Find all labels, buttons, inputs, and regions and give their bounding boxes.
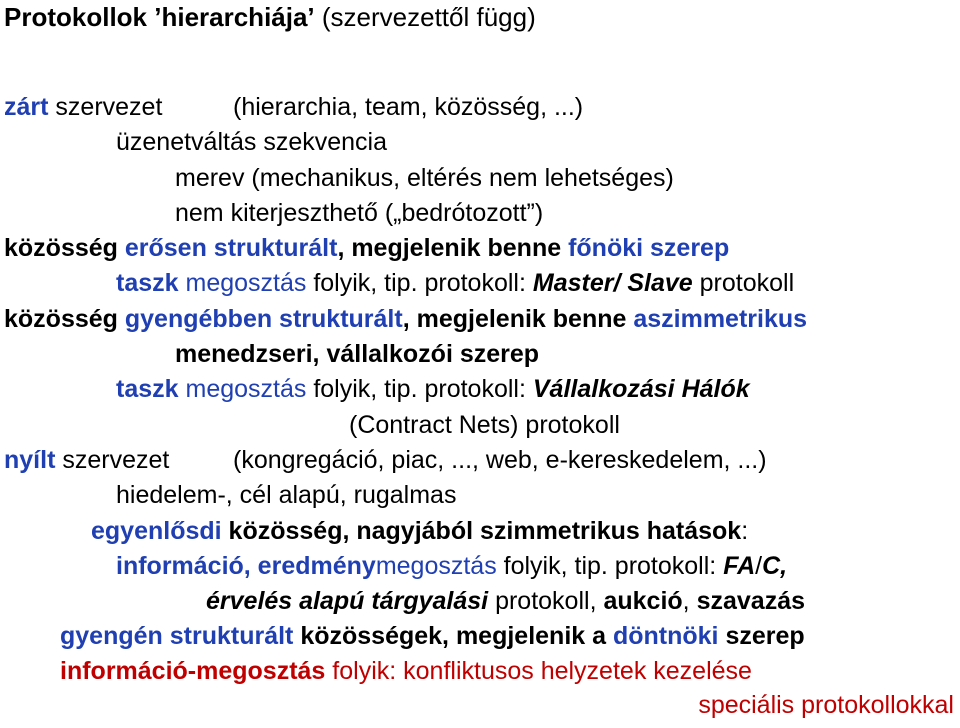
title-main: Protokollok ’hierarchiája’ — [4, 2, 315, 32]
fa-c-line — [116, 551, 787, 581]
communities-text: közösségek, megjelenik a — [293, 622, 613, 650]
protocol-word: protokoll — [692, 269, 795, 297]
closed-org-label: szervezet — [48, 93, 163, 121]
open-org-examples-text: (kongregáció, piac, ..., web, e-kereskedelem, ...) — [233, 446, 767, 474]
egalitarian-line — [91, 516, 748, 546]
manager-role-line — [175, 339, 539, 369]
belief-text: hiedelem-, cél alapú, rugalmas — [116, 481, 457, 509]
sharing-word-2: megosztás — [178, 375, 307, 403]
open-org-examples — [233, 445, 767, 475]
master-slave-term: Master/ Slave — [532, 269, 693, 297]
typical-protocol-text: folyik, tip. protokoll: — [306, 269, 533, 297]
closed-org-examples — [233, 92, 583, 122]
rigid-line — [175, 163, 674, 193]
non-extensible-line — [175, 198, 543, 228]
weak-community-line — [4, 304, 807, 334]
sharing-word: megosztás — [178, 269, 307, 297]
sharing-word-3: megosztás — [375, 552, 497, 580]
appears-text-2: , megjelenik benne — [402, 305, 634, 333]
contract-nets-text: (Contract Nets) protokoll — [349, 411, 620, 439]
open-org-line — [4, 445, 169, 475]
comma: , — [682, 587, 697, 615]
contract-nets-line — [349, 410, 620, 440]
voting-word: szavazás — [696, 587, 806, 615]
special-protocols-line — [698, 690, 954, 720]
boss-role: főnöki szerep — [568, 234, 730, 262]
c-term: C, — [762, 552, 788, 580]
auction-word: aukció — [603, 587, 683, 615]
task-word-2: taszk — [116, 375, 179, 403]
colon: : — [741, 517, 749, 545]
community-word: közösség — [4, 234, 125, 262]
role-word: szerep — [718, 622, 805, 650]
task-word: taszk — [116, 269, 179, 297]
slash: / — [755, 552, 763, 580]
weakly-structured-2: gyengén strukturált — [60, 622, 294, 650]
special-protocols-text: speciális protokollokkal — [698, 691, 954, 719]
typical-protocol-text-3: folyik, tip. protokoll: — [496, 552, 724, 580]
symmetric-text: közösség, nagyjából szimmetrikus hatások — [221, 517, 742, 545]
non-extensible-text: nem kiterjeszthető („bedrótozott”) — [175, 199, 544, 227]
appears-text: , megjelenik benne — [337, 234, 569, 262]
info-result-word: információ, eredmény — [116, 552, 376, 580]
page-title — [4, 2, 536, 32]
fa-term: FA — [723, 552, 756, 580]
egalitarian-word: egyenlősdi — [91, 517, 222, 545]
arbiter-word: döntnöki — [612, 622, 719, 650]
asymmetric-word: aszimmetrikus — [633, 305, 808, 333]
strong-community-line — [4, 233, 729, 263]
info-sharing-term: információ-megosztás — [60, 657, 326, 685]
manager-role-text: menedzseri, vállalkozói szerep — [175, 340, 540, 368]
contract-net-term: Vállalkozási Hálók — [532, 375, 750, 403]
rigid-text: merev (mechanikus, eltérés nem lehetséges) — [175, 164, 674, 192]
title-sub: (szervezettől függ) — [314, 2, 536, 32]
master-slave-line — [116, 268, 794, 298]
argumentation-line — [206, 586, 805, 616]
closed-keyword: zárt — [4, 93, 49, 121]
protocol-word-2: protokoll, — [488, 587, 604, 615]
message-sequence-line — [116, 127, 387, 157]
conflict-line — [60, 656, 752, 686]
belief-line — [116, 480, 456, 510]
open-org-label: szervezet — [55, 446, 170, 474]
community-word-2: közösség — [4, 305, 125, 333]
message-sequence-text: üzenetváltás szekvencia — [116, 128, 387, 156]
closed-org-examples-text: (hierarchia, team, közösség, ...) — [233, 93, 584, 121]
strongly-structured: erősen strukturált — [124, 234, 338, 262]
typical-protocol-text-2: folyik, tip. protokoll: — [306, 375, 533, 403]
weak-communities-line — [60, 621, 805, 651]
argumentation-term: érvelés alapú tárgyalási — [206, 587, 489, 615]
weakly-structured: gyengébben strukturált — [124, 305, 403, 333]
contract-net-line — [116, 374, 750, 404]
conflict-text: folyik: konfliktusos helyzetek kezelése — [325, 657, 752, 685]
open-keyword: nyílt — [4, 446, 56, 474]
closed-org-line — [4, 92, 162, 122]
